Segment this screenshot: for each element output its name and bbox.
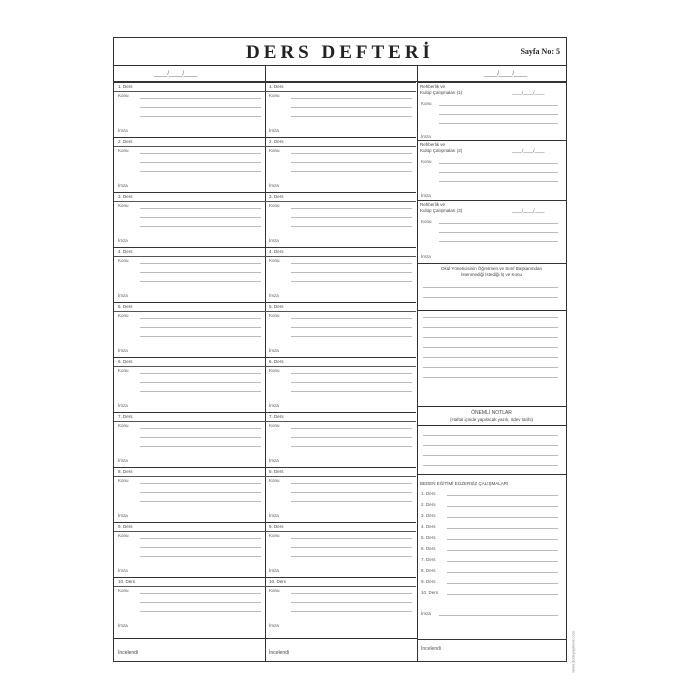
lesson-header: 6. Ders: [114, 358, 265, 367]
notes-title: ÖNEMLİ NOTLAR: [471, 410, 512, 416]
lesson-block: [265, 82, 416, 137]
sign-label: İmza: [118, 513, 128, 518]
topic-label: Konu: [118, 203, 129, 208]
pe-inspected-label: İncelendi: [421, 646, 442, 652]
inspected-label-left: İncelendi: [118, 650, 139, 656]
lesson-header: 1. Ders: [114, 83, 265, 92]
sign-label: İmza: [118, 403, 128, 408]
date-row: [114, 66, 566, 82]
topic-label: Konu: [269, 533, 280, 538]
topic-label: Konu: [118, 478, 129, 483]
sign-label: İmza: [421, 134, 431, 139]
sign-label: İmza: [269, 183, 279, 188]
lesson-block: [265, 137, 416, 192]
lesson-block: [265, 577, 416, 632]
pe-item-label: 5. Ders: [421, 535, 436, 540]
guidance-date: ____/____/____: [512, 208, 545, 213]
topic-label: Konu: [421, 159, 432, 164]
sign-label: İmza: [269, 568, 279, 573]
guidance-title-line1: Rehberlik ve: [420, 202, 446, 207]
sign-label: İmza: [421, 254, 431, 259]
lesson-header: 10. Ders: [114, 578, 265, 587]
topic-label: Konu: [118, 588, 129, 593]
guidance-title-line2: Kulüp Çalışmaları (1): [420, 90, 463, 95]
pe-item-label: 3. Ders: [421, 513, 436, 518]
lesson-header: 5. Ders: [114, 303, 265, 312]
lesson-block: [265, 412, 416, 467]
lesson-header: 6. Ders: [265, 358, 416, 367]
sign-label: İmza: [118, 238, 128, 243]
lesson-header: 4. Ders: [265, 248, 416, 257]
admin-task-area: [417, 310, 566, 406]
lesson-block: [265, 467, 416, 522]
sign-label: İmza: [269, 458, 279, 463]
lesson-header: 7. Ders: [114, 413, 265, 422]
lesson-block: [114, 577, 265, 632]
notes-subtitle: (Haftal içinde yapılacak yazılı, ödev tarihi): [449, 417, 534, 422]
pe-title: BEDEN EĞİTİMİ EGZERSİZ ÇALIŞMALARI: [420, 481, 509, 486]
lesson-header: 8. Ders: [265, 468, 416, 477]
sign-label: İmza: [421, 193, 431, 198]
sign-label: İmza: [269, 293, 279, 298]
date-field-left: ____/____/____: [154, 71, 198, 77]
lesson-header: 2. Ders: [114, 138, 265, 147]
sign-label: İmza: [269, 403, 279, 408]
lesson-block: [265, 247, 416, 302]
lesson-block: [114, 522, 265, 577]
guidance-title-line2: Kulüp Çalışmaları (2): [420, 148, 463, 153]
inspected-label-mid: İncelendi: [269, 650, 290, 656]
pe-item-label: 1. Ders: [421, 491, 436, 496]
admin-task-line1: Okul Yöneticisinin Öğretmen ve Sınıf Başkanından: [441, 266, 542, 271]
pe-exercise-section: [417, 474, 566, 661]
topic-label: Konu: [269, 588, 280, 593]
topic-label: Konu: [118, 313, 129, 318]
lesson-header: 3. Ders: [265, 193, 416, 202]
page-title: DERS DEFTERİ: [246, 42, 434, 63]
sign-label: İmza: [269, 623, 279, 628]
topic-label: Konu: [269, 203, 280, 208]
sign-label: İmza: [269, 128, 279, 133]
sign-label: İmza: [118, 623, 128, 628]
lesson-block: [265, 302, 416, 357]
topic-label: Konu: [118, 148, 129, 153]
title-bar: [114, 38, 566, 66]
lesson-block: [114, 247, 265, 302]
page-number: Sayfa No: 5: [520, 47, 560, 56]
guidance-section-2: [417, 140, 566, 200]
lesson-block: [265, 357, 416, 412]
guidance-section-3: [417, 200, 566, 310]
lesson-header: 9. Ders: [114, 523, 265, 532]
guidance-date: ____/____/____: [512, 148, 545, 153]
topic-label: Konu: [421, 219, 432, 224]
sign-label: İmza: [118, 293, 128, 298]
lesson-header: 1. Ders: [265, 83, 416, 92]
lesson-block: [265, 192, 416, 247]
lesson-header: 9. Ders: [265, 523, 416, 532]
pe-item-label: 7. Ders: [421, 557, 436, 562]
lesson-block: [114, 137, 265, 192]
pe-item-label: 6. Ders: [421, 546, 436, 551]
sign-label: İmza: [269, 238, 279, 243]
guidance-section-1: [417, 82, 566, 140]
sign-label: İmza: [118, 348, 128, 353]
topic-label: Konu: [269, 313, 280, 318]
lesson-notebook-page: [113, 37, 576, 673]
topic-label: Konu: [269, 258, 280, 263]
lesson-block: [114, 357, 265, 412]
lesson-block: [114, 192, 265, 247]
guidance-title-line1: Rehberlik ve: [420, 84, 446, 89]
sign-label: İmza: [118, 568, 128, 573]
pe-sign-label: İmza: [421, 611, 431, 616]
lesson-header: 8. Ders: [114, 468, 265, 477]
sign-label: İmza: [118, 183, 128, 188]
pe-item-label: 4. Ders: [421, 524, 436, 529]
lesson-header: 2. Ders: [265, 138, 416, 147]
lesson-header: 10. Ders: [265, 578, 416, 587]
topic-label: Konu: [118, 93, 129, 98]
pe-item-label: 2. Ders: [421, 502, 436, 507]
important-notes-section: [417, 406, 566, 474]
topic-label: Konu: [118, 533, 129, 538]
lesson-header: 3. Ders: [114, 193, 265, 202]
lesson-block: [265, 522, 416, 577]
topic-label: Konu: [421, 101, 432, 106]
lesson-block: [114, 82, 265, 137]
lesson-header: 7. Ders: [265, 413, 416, 422]
topic-label: Konu: [118, 368, 129, 373]
topic-label: Konu: [118, 258, 129, 263]
topic-label: Konu: [118, 423, 129, 428]
guidance-title-line1: Rehberlik ve: [420, 142, 446, 147]
pe-item-label: 8. Ders: [421, 568, 436, 573]
lesson-header: 5. Ders: [265, 303, 416, 312]
pe-item-label: 10. Ders: [421, 590, 439, 595]
topic-label: Konu: [269, 148, 280, 153]
guidance-date: ____/____/____: [512, 90, 545, 95]
date-field-right: ____/____/____: [484, 71, 528, 77]
lesson-block: [114, 302, 265, 357]
sign-label: İmza: [118, 128, 128, 133]
sign-label: İmza: [269, 348, 279, 353]
lesson-block: [114, 467, 265, 522]
lesson-header: 4. Ders: [114, 248, 265, 257]
sign-label: İmza: [269, 513, 279, 518]
admin-task-line2: İstenmediği İstediği İş ve Konu: [460, 272, 523, 277]
publisher-note: www.dudeyayinevi.com: [571, 631, 576, 673]
topic-label: Konu: [269, 423, 280, 428]
sign-label: İmza: [118, 458, 128, 463]
guidance-title-line2: Kulüp Çalışmaları (3): [420, 208, 463, 213]
lesson-block: [114, 412, 265, 467]
topic-label: Konu: [269, 93, 280, 98]
topic-label: Konu: [269, 478, 280, 483]
topic-label: Konu: [269, 368, 280, 373]
pe-item-label: 9. Ders: [421, 579, 436, 584]
